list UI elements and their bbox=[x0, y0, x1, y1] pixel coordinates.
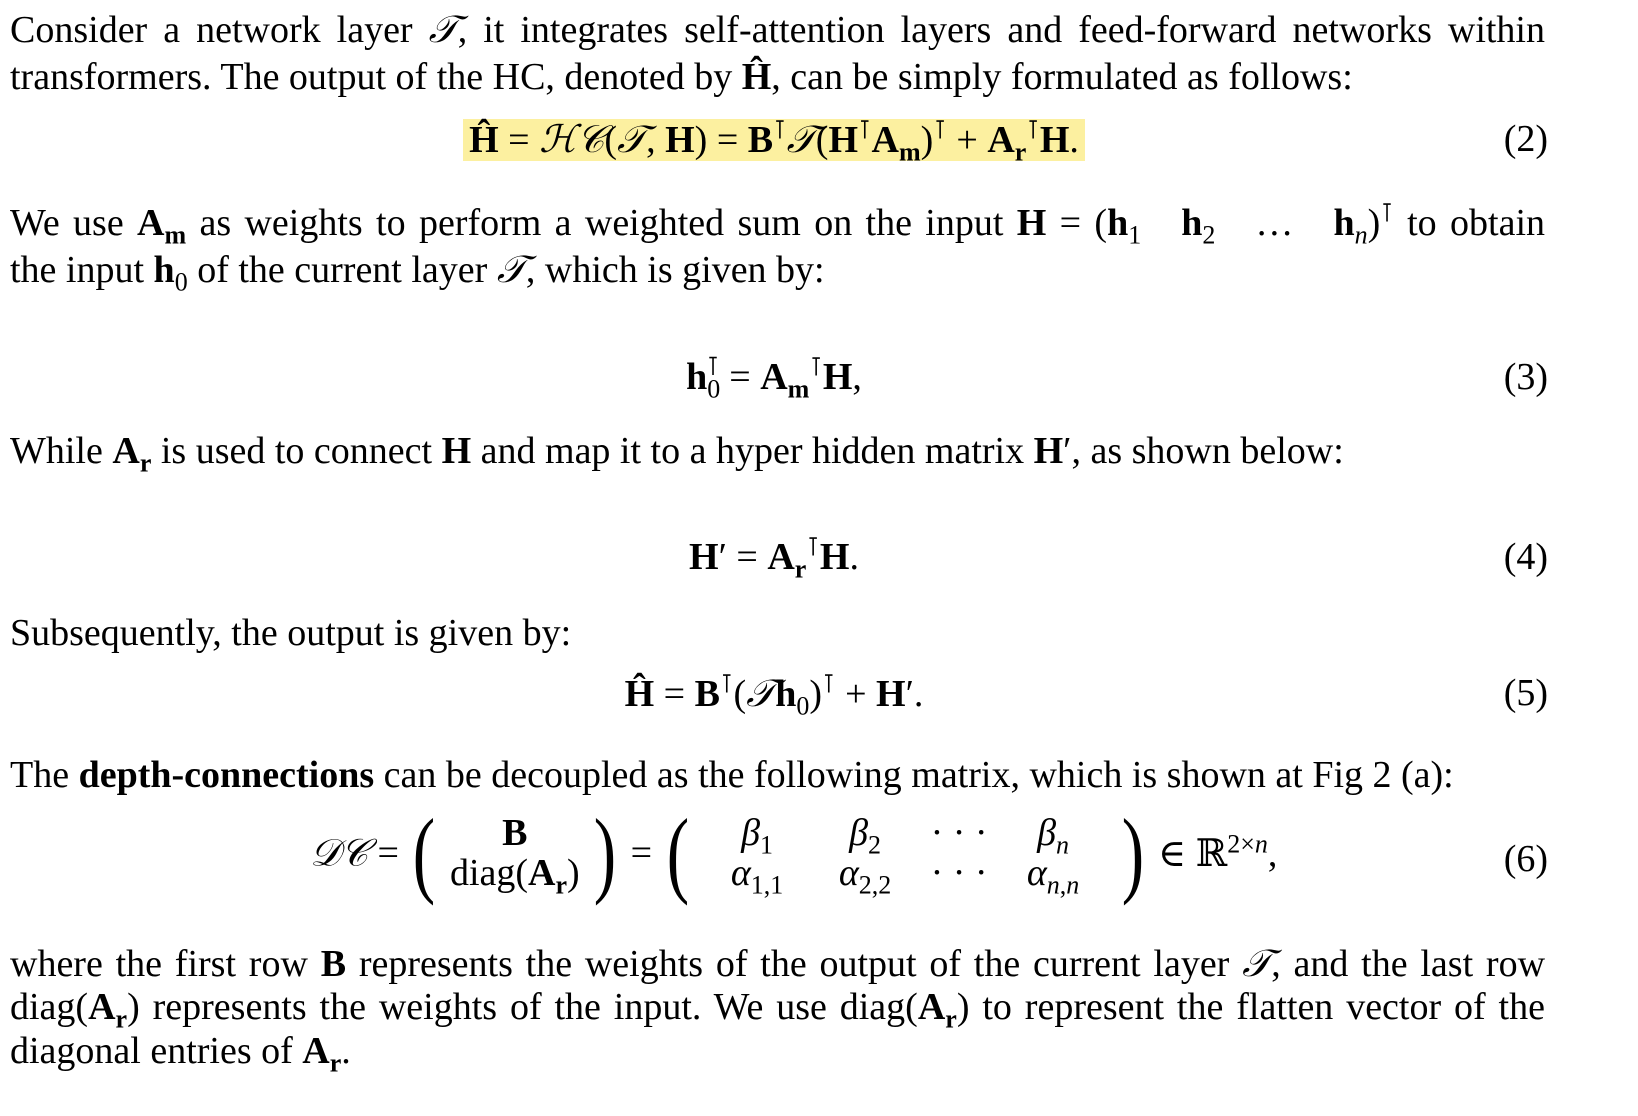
depth-connections-term: depth-connections bbox=[78, 754, 375, 796]
depth-pre: The bbox=[10, 754, 79, 796]
paragraph-depth bbox=[10, 752, 1545, 798]
depth-post: can be decoupled as the following matrix, which is shown at Fig 2 (a): bbox=[374, 754, 1454, 796]
paragraph-intro: Consider a network layer 𝒯, it integrates self-attention layers and feed-forward networks within bbox=[10, 7, 1545, 51]
equation-number-3: (3) bbox=[1503, 356, 1548, 398]
paragraph-ar: While $A_r$ is used to connect H and map it to a hyper hidden matrix H′, as shown below: bbox=[10, 430, 1344, 478]
equation-2 bbox=[0, 115, 1593, 167]
paragraph-output: Subsequently, the output is given by: bbox=[10, 612, 572, 654]
paragraph-intro-line2: transformers. The output of the HC, denoted by Ĥ, can be simply formulated as follows: bbox=[10, 56, 1353, 98]
equation-6: 𝒟𝒞 = ( B $diag(A_r)$ ) = ( $\beta_1$ $\beta_2$ · · · $\beta_n$ $\alpha_{1,1}$ $\alpha_{2,2}$ · · · $\alpha_{n,n}$ ) ∈ ℝ$^{2\times n}$, bbox=[310, 799, 1278, 906]
equation-5: Ĥ = B⊺(𝒯h$_0$)⊺ + H′. bbox=[624, 669, 924, 721]
highlighted-equation: Ĥ = ℋ𝒞(𝒯, $H) = B^⊺𝒯(H^⊺A_m)^⊺ + A_r^⊺H$. bbox=[463, 119, 1085, 161]
equation-3: $h_0^⊺ = A_m^⊺H$, bbox=[686, 352, 862, 404]
equation-number-4: (4) bbox=[1503, 536, 1548, 578]
paragraph-where-line3: diagonal entries of $A_r$. bbox=[10, 1030, 351, 1078]
equation-4: $H' = A_r^⊺H$. bbox=[689, 532, 859, 584]
paragraph-am-line2: the input $h_0$ of the current layer 𝒯, which is given by: bbox=[10, 247, 825, 297]
equation-number-2: (2) bbox=[1503, 118, 1548, 160]
paragraph-where-line2: $diag(A_r)$ represents the weights of the input. We use $diag(A_r)$ to represent the flatten vector of the bbox=[10, 986, 1545, 1034]
matrix-b-diag: B $diag(A_r)$ bbox=[449, 812, 580, 900]
matrix-beta-alpha: $\beta_1$ $\beta_2$ · · · $\beta_n$ $\alpha_{1,1}$ $\alpha_{2,2}$ · · · $\alpha_{n,n}$ bbox=[730, 812, 1080, 900]
equation-number-5: (5) bbox=[1503, 672, 1548, 714]
paragraph-am: We use $A_m$ as weights to perform a weighted sum on the input $H = (h_1$ $h_2$ … $h_n)^⊺$ to obtain bbox=[10, 198, 1546, 250]
equation-number-6: (6) bbox=[1503, 838, 1548, 880]
paragraph-where: where the first row B represents the weights of the output of the current layer 𝒯, and the last row bbox=[10, 941, 1546, 985]
